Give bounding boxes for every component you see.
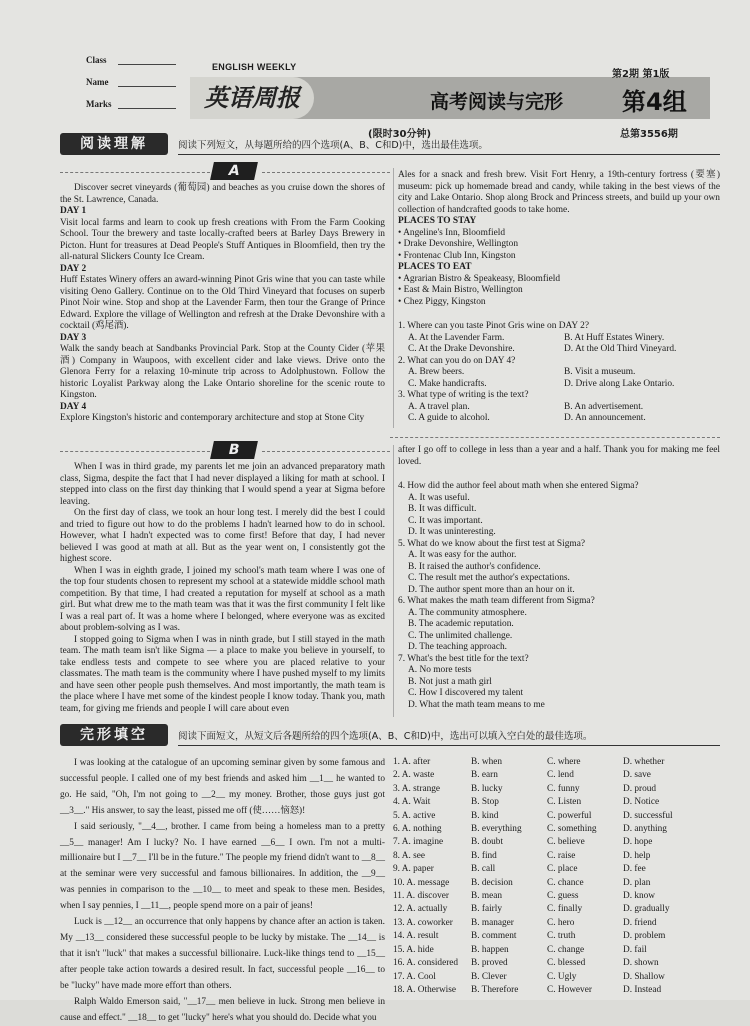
cloze-option[interactable]: 8. A. see xyxy=(393,850,426,861)
cloze-option[interactable]: 11. A. discover xyxy=(393,891,449,902)
passage-paragraph: Huff Estates Winery offers an award-winning Pinot Gris wine that you can taste while visiting Oeno Gallery. Continue on to the Old Third Vineyard that focuses on superb Pinot Noir wine. Stop and shop at the Lavender Farm, then tour the Grange of Prince Edward. Explore the village of Wellington and refresh at the Drake Devonshire with a cocktail (鸡尾酒). xyxy=(60,275,385,331)
cloze-option[interactable]: B. everything xyxy=(471,824,522,835)
answer-option[interactable]: B. Visit a museum. xyxy=(564,367,636,377)
cloze-option[interactable]: C. Listen xyxy=(547,797,582,808)
answer-option[interactable]: C. It was important. xyxy=(408,515,483,526)
cloze-option[interactable]: C. However xyxy=(547,984,592,995)
answer-option[interactable]: D. It was uninteresting. xyxy=(408,527,496,537)
cloze-option[interactable]: C. finally xyxy=(547,904,583,915)
cloze-option[interactable]: B. kind xyxy=(471,810,499,821)
cloze-option[interactable]: D. plan xyxy=(623,877,651,888)
cloze-option[interactable]: D. anything xyxy=(623,824,667,835)
cloze-option[interactable]: D. save xyxy=(623,770,651,781)
question-stem: 3. What type of writing is the text? xyxy=(398,390,529,400)
passage-a-left-column xyxy=(60,183,385,425)
cloze-option[interactable]: C. place xyxy=(547,864,578,875)
cloze-option-row xyxy=(393,823,703,836)
cloze-section-banner xyxy=(60,724,720,746)
cloze-option[interactable]: D. know xyxy=(623,891,656,902)
cloze-option[interactable]: 14. A. result xyxy=(393,931,439,942)
cloze-option[interactable]: 2. A. waste xyxy=(393,770,435,781)
section-title: 高考阅读与完形 xyxy=(430,91,564,113)
passage-paragraph: Visit local farms and learn to cook up fresh creations with From the Farm Cooking School. Tour the brewery and taste locally-crafted beers at Barley Days Brewery in Picton. Hunt for treasures at Dead People's Stuff Antiques in Bloomfield, then try the all-natural Slickers County Ice Cream. xyxy=(60,217,385,262)
option-row xyxy=(398,344,720,356)
cloze-option[interactable]: D. gradually xyxy=(623,904,670,915)
question-stem: 4. How did the author feel about math when she entered Sigma? xyxy=(398,481,639,491)
answer-option[interactable]: A. It was easy for the author. xyxy=(408,550,517,560)
cloze-paragraph: Ralph Waldo Emerson said, "__17__ men believe in luck. Strong men believe in cause and effect." __18__ to get "lucky" here's what you should do. Decide what you xyxy=(60,996,385,1023)
cloze-option[interactable]: C. where xyxy=(547,757,581,767)
passage-paragraph: Walk the sandy beach at Sandbanks Provincial Park. Stop at the County Cider (苹果酒) Company in Waupoos, with excellent cider and lake views. Drive onto the Glenora Ferry for a relaxing 10-minute trip across to Adolphustown. Follow the historic Loyalist Parkway along the Lake Ontario shoreline for the scenic route to Kingston. xyxy=(60,344,385,400)
answer-option[interactable]: B. Not just a math girl xyxy=(408,676,492,687)
day-heading: DAY 1 xyxy=(60,206,87,216)
answer-option[interactable]: A. Brew beers. xyxy=(408,367,465,377)
answer-option[interactable]: D. At the Old Third Vineyard. xyxy=(564,344,677,354)
cloze-options xyxy=(393,756,703,997)
passage-line: • Drake Devonshire, Wellington xyxy=(398,239,519,249)
passage-line: • Angeline's Inn, Bloomfield xyxy=(398,227,506,238)
cloze-option[interactable]: C. hero xyxy=(547,917,575,928)
cloze-option[interactable]: C. chance xyxy=(547,877,584,888)
option-row xyxy=(398,402,720,414)
cloze-option[interactable]: C. blessed xyxy=(547,958,586,969)
passage-a-right-column xyxy=(398,170,720,308)
cloze-option[interactable]: B. call xyxy=(471,864,496,875)
passage-line: • East & Main Bistro, Wellington xyxy=(398,285,523,295)
option-row xyxy=(398,413,720,425)
reading-instruction: 阅读下列短文，从每题所给的四个选项(A、B、C和D)中，选出最佳选项。 xyxy=(178,140,488,151)
class-field[interactable] xyxy=(86,55,186,65)
cloze-option-row xyxy=(393,769,703,782)
cloze-option[interactable]: 6. A. nothing xyxy=(393,824,442,835)
cloze-option[interactable]: D. Instead xyxy=(623,984,662,995)
passage-line: • Frontenac Club Inn, Kingston xyxy=(398,250,516,261)
answer-option[interactable]: D. An announcement. xyxy=(564,413,646,423)
masthead xyxy=(0,25,750,140)
cloze-option[interactable]: C. funny xyxy=(547,783,580,794)
cloze-option[interactable]: B. lucky xyxy=(471,783,503,794)
question-stem: 2. What can you do on DAY 4? xyxy=(398,355,516,366)
cloze-option[interactable]: C. lend xyxy=(547,770,574,781)
answer-option[interactable]: D. The teaching approach. xyxy=(408,642,508,652)
cloze-option[interactable]: D. proud xyxy=(623,783,657,794)
passage-b-letter: B xyxy=(210,441,258,459)
cloze-option[interactable]: B. doubt xyxy=(471,837,504,848)
passage-paragraph: When I was in eighth grade, I joined my school's math team where I was one of the top four students chosen to represent my school at a statewide middle school math competition. By that time, I had created a reputation for myself at school as a math girl. But what drew me to the math team was that it was the first community I felt like I was a real part of. It was a home where I belonged, where everyone was as excited about problem-solving as I was. xyxy=(60,565,385,633)
cloze-option-row xyxy=(393,756,703,769)
answer-option[interactable]: C. The result met the author's expectations. xyxy=(408,573,570,583)
cloze-option[interactable]: C. something xyxy=(547,824,597,835)
cloze-option[interactable]: B. proved xyxy=(471,958,508,969)
cloze-option-row xyxy=(393,877,703,890)
newspaper-logo: 英语周报 xyxy=(190,77,314,119)
cloze-tag: 完形填空 xyxy=(60,724,168,746)
question-stem: 6. What makes the math team different from Sigma? xyxy=(398,596,595,606)
cloze-option-row xyxy=(393,863,703,876)
cloze-option-row xyxy=(393,890,703,903)
cloze-option[interactable]: D. fail xyxy=(623,944,647,955)
cloze-option[interactable]: B. comment xyxy=(471,931,517,942)
question-stem: 5. What do we know about the first test at Sigma? xyxy=(398,538,586,549)
newspaper-name-en: ENGLISH WEEKLY xyxy=(212,62,297,72)
day-heading: DAY 3 xyxy=(60,332,87,343)
answer-option[interactable]: A. It was useful. xyxy=(408,492,470,503)
answer-option[interactable]: D. What the math team means to me xyxy=(408,699,545,710)
answer-option[interactable]: D. Drive along Lake Ontario. xyxy=(564,378,675,389)
passage-b-continuation: after I go off to college in less than a year and a half. Thank you for making me feel loved. xyxy=(398,445,720,467)
passage-b-left-column xyxy=(60,462,385,715)
cloze-option[interactable]: C. truth xyxy=(547,931,576,942)
marks-field[interactable] xyxy=(86,99,186,109)
passage-b-questions xyxy=(398,481,720,711)
student-info-box xyxy=(86,55,186,125)
answer-option[interactable]: B. It was difficult. xyxy=(408,504,477,514)
cloze-option[interactable]: D. Shallow xyxy=(623,971,665,982)
cloze-option[interactable]: D. fee xyxy=(623,864,646,875)
group-number: 第4组 xyxy=(622,88,687,116)
cloze-option[interactable]: B. find xyxy=(471,850,497,861)
answer-option[interactable]: C. Make handicrafts. xyxy=(408,378,487,389)
reading-tag: 阅读理解 xyxy=(60,133,168,155)
cloze-paragraph: Luck is __12__ an occurrence that only happens by chance after an action is taken. My __13__ considered these successful people to be lucky by mistake. The __14__ is that it isn't "luck" that makes a successful billionaire. Luck-like things tend to __15__ after people take action towards a desired result. In fact, successful people __16__ to be "lucky" have made more effort than others. xyxy=(60,917,385,991)
cloze-passage xyxy=(60,756,385,1026)
cloze-option[interactable]: 7. A. imagine xyxy=(393,837,444,848)
cloze-option[interactable]: D. problem xyxy=(623,931,666,942)
cloze-option-row xyxy=(393,850,703,863)
passage-line: • Chez Piggy, Kingston xyxy=(398,296,486,307)
cloze-option[interactable]: C. Ugly xyxy=(547,971,577,982)
answer-option[interactable]: D. The author spent more than an hour on it. xyxy=(408,584,575,595)
cloze-option[interactable]: D. Notice xyxy=(623,797,660,808)
cloze-option[interactable]: C. believe xyxy=(547,837,585,848)
cloze-option[interactable]: 10. A. message xyxy=(393,877,450,888)
cloze-option[interactable]: 16. A. considered xyxy=(393,958,459,969)
passage-paragraph: Discover secret vineyards (葡萄园) and beaches as you cruise down the shores of the St. Lawrence, Canada. xyxy=(60,183,385,205)
passage-a-letter: A xyxy=(210,162,258,180)
passage-line: Ales for a snack and fresh brew. Visit Fort Henry, a 19th-century fortress (要塞) museum: pick up homemade bread and candy, while taking in the best views of the city and Lake Ontario. Shop along Brock and Princess streets, and build up your own collection of handcrafted goods to take home. xyxy=(398,170,720,215)
cloze-option[interactable]: B. fairly xyxy=(471,904,502,915)
cloze-option-row xyxy=(393,783,703,796)
class-label: Class xyxy=(86,55,107,65)
cloze-option[interactable]: 18. A. Otherwise xyxy=(393,984,457,995)
cloze-instruction: 阅读下面短文，从短文后各题所给的四个选项(A、B、C和D)中，选出可以填入空白处的最佳选项。 xyxy=(178,731,593,742)
cloze-option[interactable]: C. powerful xyxy=(547,810,592,821)
cloze-option-row xyxy=(393,903,703,916)
name-field[interactable] xyxy=(86,77,186,87)
answer-option[interactable]: A. A travel plan. xyxy=(408,401,470,412)
answer-option[interactable]: A. The community atmosphere. xyxy=(408,607,527,618)
passage-a-questions xyxy=(398,321,720,425)
passage-paragraph: When I was in third grade, my parents let me join an advanced preparatory math class, Sigma, despite the fact that I had never displayed a liking for math at school. I stepped into class on the first day thinking that I would spend a year at Sigma before leaving. xyxy=(60,462,385,507)
cloze-option[interactable]: D. shown xyxy=(623,958,659,969)
cloze-option[interactable]: B. Clever xyxy=(471,971,507,982)
cloze-option[interactable]: D. help xyxy=(623,850,651,861)
cloze-option[interactable]: B. Stop xyxy=(471,797,499,808)
reading-section-banner xyxy=(60,133,720,155)
cloze-option[interactable]: C. guess xyxy=(547,891,579,902)
name-label: Name xyxy=(86,77,109,87)
passage-b-right-text xyxy=(398,445,720,468)
cloze-option[interactable]: 4. A. Wait xyxy=(393,797,431,808)
cloze-option[interactable]: 5. A. active xyxy=(393,810,436,821)
answer-option[interactable]: B. At Huff Estates Winery. xyxy=(564,332,665,343)
day-heading: DAY 2 xyxy=(60,263,87,274)
day-heading: DAY 4 xyxy=(60,401,87,412)
list-heading: PLACES TO STAY xyxy=(398,216,477,226)
cloze-option[interactable]: 15. A. hide xyxy=(393,944,434,955)
cloze-option[interactable]: 1. A. after xyxy=(393,757,431,767)
cloze-option[interactable]: 13. A. coworker xyxy=(393,917,453,928)
cloze-option[interactable]: D. hope xyxy=(623,837,653,848)
answer-option[interactable]: C. How I discovered my talent xyxy=(408,688,524,698)
cloze-option[interactable]: D. whether xyxy=(623,757,665,767)
answer-option[interactable]: C. The unlimited challenge. xyxy=(408,630,513,641)
cloze-option-row xyxy=(393,917,703,930)
cloze-option[interactable]: B. mean xyxy=(471,891,502,902)
cloze-option-row xyxy=(393,971,703,984)
answer-option[interactable]: B. The academic reputation. xyxy=(408,619,514,629)
cloze-option[interactable]: B. happen xyxy=(471,944,509,955)
answer-option[interactable]: B. An advertisement. xyxy=(564,401,644,412)
cloze-option[interactable]: 12. A. actually xyxy=(393,904,448,915)
time-limit: (限时30分钟) xyxy=(368,129,432,140)
cloze-option[interactable]: 17. A. Cool xyxy=(393,971,436,982)
answer-option[interactable]: A. At the Lavender Farm. xyxy=(408,332,505,343)
marks-label: Marks xyxy=(86,99,112,109)
option-row xyxy=(398,333,720,345)
cloze-option[interactable]: B. when xyxy=(471,757,502,767)
answer-option[interactable]: A. No more tests xyxy=(408,665,472,675)
cloze-option[interactable]: D. friend xyxy=(623,917,657,928)
cloze-option[interactable]: C. raise xyxy=(547,850,576,861)
answer-option[interactable]: C. At the Drake Devonshire. xyxy=(408,344,515,354)
cloze-option[interactable]: D. successful xyxy=(623,810,673,821)
option-row xyxy=(398,367,720,379)
cloze-paragraph: I was looking at the catalogue of an upcoming seminar given by some famous and successful people. I called one of my best friends and asked him __1__ he wanted to go. He said, "Oh, I'm not going to __2__ my money. Brother, those guys just got __3__." His answer, to say the least, pissed me off (使……恼怒)! xyxy=(60,758,385,816)
answer-option[interactable]: B. It raised the author's confidence. xyxy=(408,561,541,572)
cloze-option[interactable]: B. Therefore xyxy=(471,984,519,995)
cloze-option[interactable]: 3. A. strange xyxy=(393,783,440,794)
passage-paragraph: On the first day of class, we took an hour long test. I merely did the best I could and tried to figure out how to do the problems I hadn't learned how to do in school. However, what I hadn't expected was to come first! Before that day, I had never believed I was good at math at all. But as the year went on, I consistently got the highest score. xyxy=(60,508,385,564)
cloze-option-row xyxy=(393,810,703,823)
question-stem: 7. What's the best title for the text? xyxy=(398,653,529,664)
option-row xyxy=(398,379,720,391)
cloze-option[interactable]: B. decision xyxy=(471,877,513,888)
cloze-option-row xyxy=(393,930,703,943)
cloze-option[interactable]: 9. A. paper xyxy=(393,864,434,875)
passage-paragraph: Explore Kingston's historic and contemporary architecture and stop at Stone City xyxy=(60,413,365,423)
passage-paragraph: I stopped going to Sigma when I was in ninth grade, but I still stayed in the math team. The math team isn't like Sigma — a place to make you believe in yourself, to take endless tests and compete to see where you are placed relative to your classmates. The math team is the community where I have pushed myself to my limits and have seen other people push themselves. And most importantly, the math team is the place where I have met some of the kindest people I know today. Thank you, math team, for giving me friends and people I will care about even xyxy=(60,634,385,714)
cloze-option[interactable]: B. manager xyxy=(471,917,514,928)
cloze-option-row xyxy=(393,984,703,997)
cloze-option[interactable]: B. earn xyxy=(471,770,498,781)
cloze-option-row xyxy=(393,944,703,957)
question-stem: 1. Where can you taste Pinot Gris wine on DAY 2? xyxy=(398,321,590,331)
cloze-option-row xyxy=(393,957,703,970)
total-issue: 总第3556期 xyxy=(620,129,678,140)
cloze-option[interactable]: C. change xyxy=(547,944,585,955)
passage-line: • Agrarian Bistro & Speakeasy, Bloomfield xyxy=(398,273,561,284)
cloze-option-row xyxy=(393,836,703,849)
cloze-option-row xyxy=(393,796,703,809)
cloze-paragraph: I said seriously, "__4__, brother. I came from being a homeless man to a pretty __5__ manager! Am I lucky? No. I have earned __6__ I own. I'm not a multi-millionaire but I __7__ I'll be in the future." The people my friend didn't want to __8__ at the seminar were very successful and famous billionaires. In addition, the __9__ was pennies in comparison to the __10__ to meet and speak to these men. Besides, when I say pennies, I __11__, people spend more on a pair of jeans! xyxy=(60,821,385,912)
issue-number: 第2期 第1版 xyxy=(612,69,670,80)
answer-option[interactable]: C. A guide to alcohol. xyxy=(408,413,490,423)
list-heading: PLACES TO EAT xyxy=(398,262,472,272)
